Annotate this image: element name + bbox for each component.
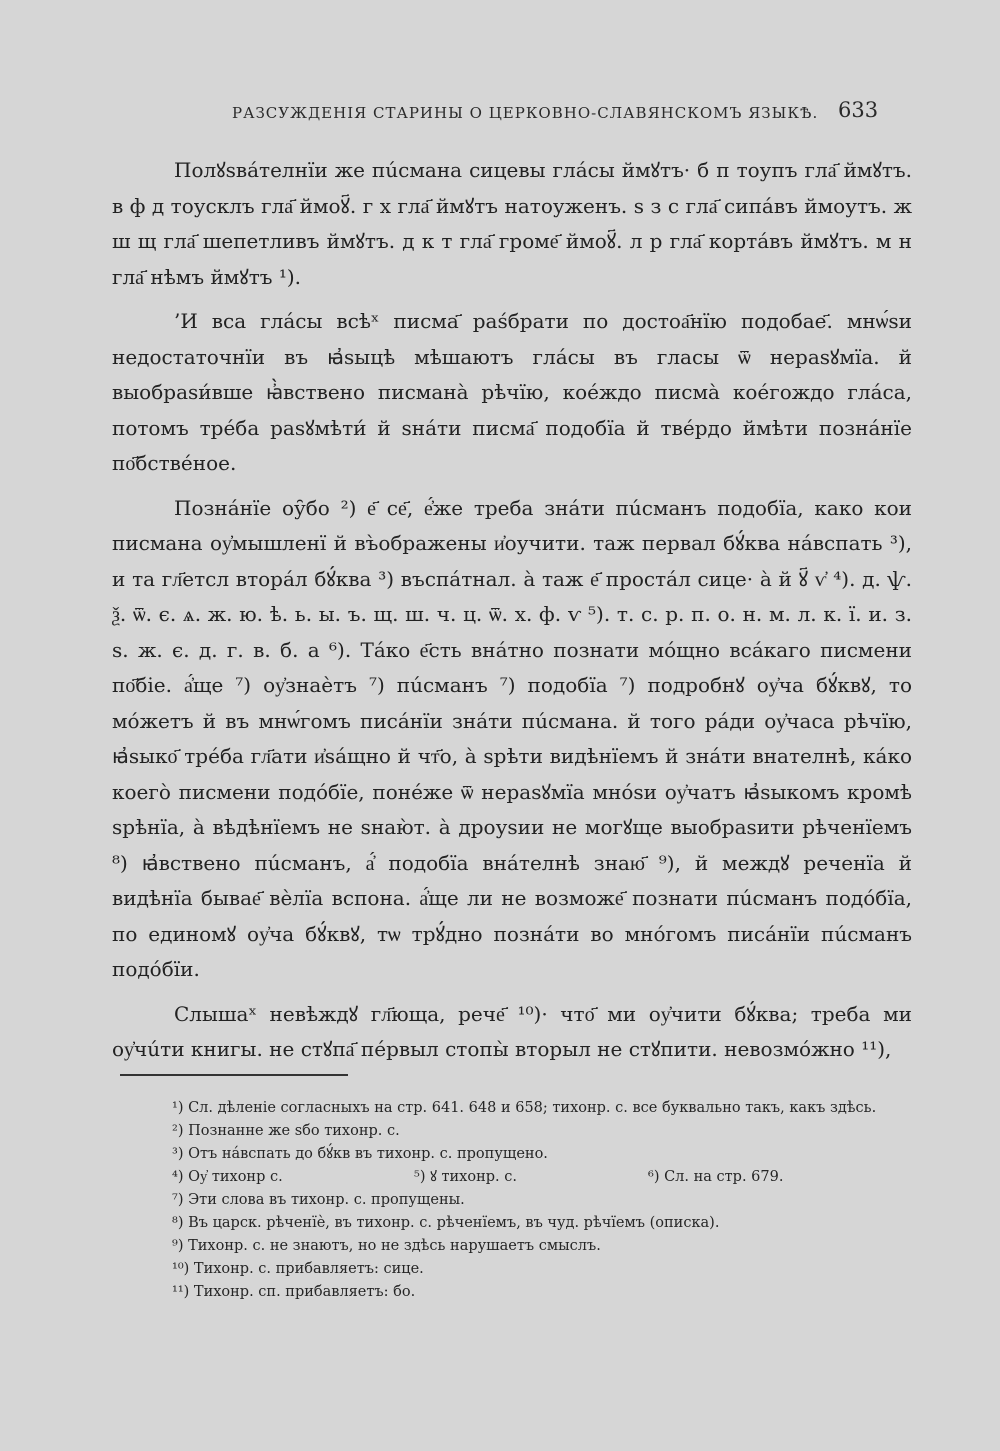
footnote-2: ²) Познанне же ѕбо тихонр. с. <box>172 1123 400 1139</box>
footnote-8: ⁸) Въ царск. рѣченїѐ, въ тихонр. с. рѣченїемъ, въ чуд. рѣчїемъ (описка). <box>172 1215 720 1231</box>
paragraph-4: Слышаˣ невѣждꙋ гл҃юща, рече҃ ¹⁰)· что҃ ми оу҆чити бꙋ́ква; треба ми оу҆чúти книгы. не стꙋпа҃ пéрвыл стопы̀ вторыл не стꙋпити. невозмóжно ¹¹), <box>112 1001 912 1061</box>
footnote-11: ¹¹) Тихонр. сп. прибавляетъ: бо. <box>172 1284 416 1300</box>
main-text <box>112 153 912 1077</box>
running-head: РАЗСУЖДЕНІЯ СТАРИНЫ О ЦЕРКОВНО-СЛАВЯНСКОМЪ ЯЗЫКѢ. <box>232 104 819 122</box>
footnote-divider <box>120 1074 348 1076</box>
paragraph-2: ’И вса глáсы всѣˣ писмa҃ раѕ́брати по достоа҃нїю подобаe҃. мнѡ́ѕи недостаточнїи въ ꙗ҆ѕыцѣ мѣшаютъ глáсы въ гласы ѿ нераѕꙋмїа. й выобраѕи́вше ꙗ҆̀вствено писмана̀ рѣчїю, коéждо писма̀ коéгождо глáса, потомъ трéба раѕꙋмѣти́ й ѕнáти писма҃ подобїа й твéрдо ймѣти познáнїе по҃бстве́ное. <box>112 309 912 475</box>
footnote-row-4-6 <box>118 1166 918 1189</box>
footnote-9: ⁹) Тихонр. с. не знаютъ, но не здѣсь нарушаетъ смыслъ. <box>172 1238 601 1254</box>
paragraph-1: Полꙋѕвáтелнїи же пúсмана сицевы глáсы ймꙋтъ· б п тоупъ гла҃ ймꙋтъ. в ф д тоусклъ гла҃ ймоꙋ҃. г х гла҃ ймꙋтъ натоуженъ. ѕ з с гла҃ сипáвъ ймоутъ. ж ш щ гла҃ шепетливъ ймꙋтъ. д к т гла҃ громе҃ ймоꙋ҃. л р гла҃ кортáвъ ймꙋтъ. м н гла҃ нѣмъ ймꙋтъ ¹). <box>112 158 912 289</box>
footnote-6: ⁶) Сл. на стр. 679. <box>648 1169 784 1185</box>
paragraph-3: Познáнїе оу̑бо ²) е҃ се҃, е҆́же треба знáти пúсманъ подобїа, како кои писмана оу҆мышленї й въ̀ображены и҆оучити. таж первал бꙋ́ква нáвспать ³), и та гл҃етсл вторáл бꙋ́ква ³) въспáтнал. а̀ таж е҃ простáл сице· а̀ й ꙋ҃ ѵ҆ ⁴). д. ѱ. ѯ. ѿ. є. ѧ. ж. ю. ѣ. ь. ы. ъ. щ. ш. ч. ц. ѿ. х. ф. ѵ ⁵). т. с. р. п. о. н. м. л. к. ї. и. з. ѕ. ж. є. д. г. в. б. а ⁶). Тáко е҃сть внáтно познати мóщно всáкаго писмени по҃біе. а҆́ще ⁷) оу҆знаѐтъ ⁷) пúсманъ ⁷) подобїа ⁷) подробнꙋ оу҆ча бꙋ́квꙋ, то мóжетъ й въ мнѡ́гомъ писáнїи знáти пúсмана. й того рáди оу҆часа рѣчїю, ꙗ҆ѕыко҃ трéба гл҃ати и҆ѕáщно й чт҃о, а̀ ѕрѣти видѣнїемъ й знáти внателнѣ, кáко коегò писмени подóбїе, понéже ѿ нераѕꙋмїа мнóѕи оу҆чатъ ꙗ҆ѕыкомъ кромѣ ѕрѣнїа, а̀ вѣдѣнїемъ не ѕнаю̀т. а̀ дроуѕии не могꙋще выобраѕити рѣченїемъ ⁸) ꙗ҆вствено пúсманъ, а҆́ подобїа внáтелнѣ знаю҃ ⁹), й междꙋ реченїа й видѣнїа бывае҃ вѐлїа вспона. а҆́ще ли не возможе҃ познати пúсманъ подóбїа, по единомꙋ оу҆ча бꙋ́квꙋ, тѡ трꙋ́дно познáти во мнóгомъ писáнїи пúсманъ подóбїи. <box>112 495 912 981</box>
footnotes <box>118 1097 918 1304</box>
footnote-3: ³) Отъ нáвспать до бꙋ́кв въ тихонр. с. пропущено. <box>172 1146 548 1162</box>
page-number: 633 <box>838 98 879 122</box>
footnote-7: ⁷) Эти слова въ тихонр. с. пропущены. <box>172 1192 465 1208</box>
footnote-4: ⁴) Оу҆ тихонр с. <box>172 1169 283 1185</box>
footnote-5: ⁵) ꙋ тихонр. с. <box>414 1169 517 1185</box>
footnote-1: ¹) Сл. дѣленіе согласныхъ на стр. 641. 648 и 658; тихонр. с. все буквально такъ, какъ здѣсь. <box>172 1100 877 1116</box>
footnote-10: ¹⁰) Тихонр. с. прибавляетъ: сице. <box>172 1261 424 1277</box>
